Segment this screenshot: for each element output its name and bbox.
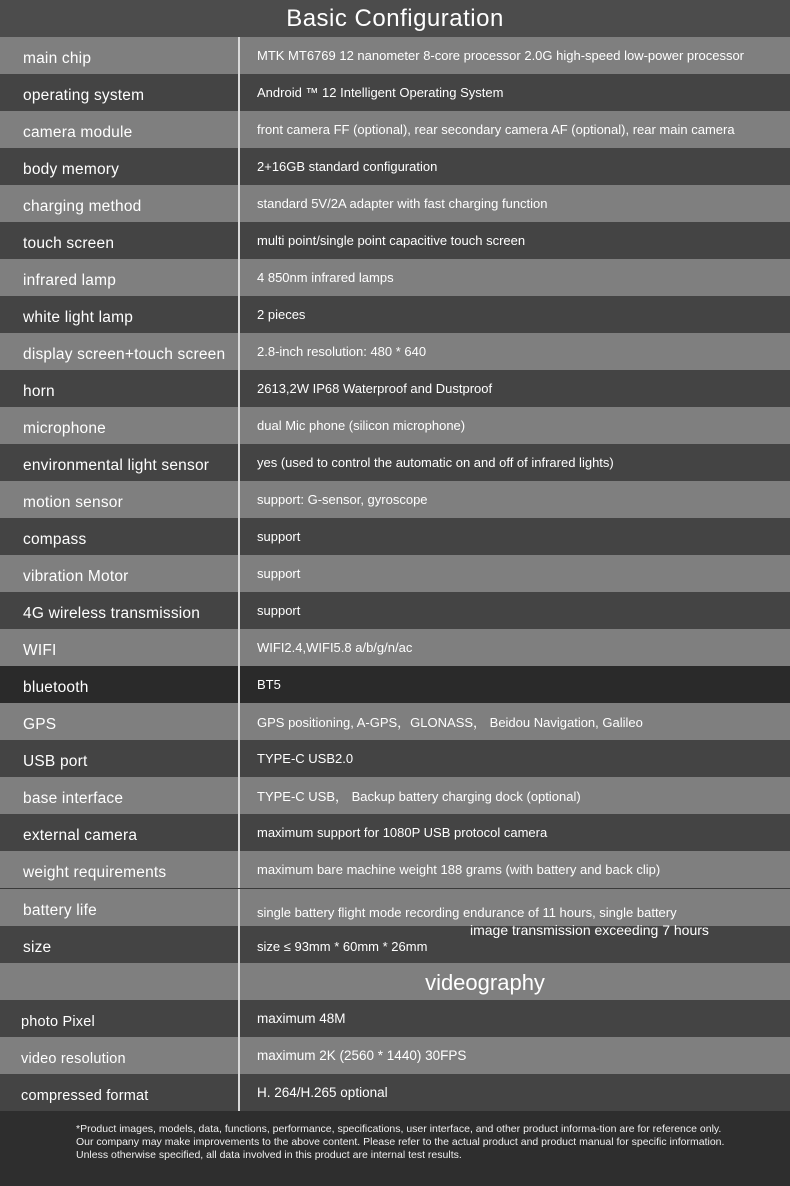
spec-label: main chip [23,49,92,67]
spec-value: maximum 2K (2560 * 1440) 30FPS [238,1037,790,1074]
spec-value: maximum 48M [238,1000,790,1037]
spec-label: charging method [23,197,142,215]
spec-label: GPS [23,715,57,733]
spec-value: GPS positioning, A-GPS，GLONASS， Beidou Navigation, Galileo [238,703,790,740]
spec-label: 4G wireless transmission [23,604,201,622]
spec-row [0,185,790,222]
spec-value: maximum bare machine weight 188 grams (with battery and back clip) [238,851,790,888]
spec-value: support: G-sensor, gyroscope [238,481,790,518]
battery-size-rows [0,889,790,963]
spec-value: 2.8-inch resolution: 480 * 640 [238,333,790,370]
spec-row-battery-life [0,889,790,938]
spec-row [0,148,790,185]
spec-label: environmental light sensor [23,456,210,474]
spec-row [0,629,790,666]
section-title: videography [238,963,790,1000]
spec-label: body memory [23,160,120,178]
spec-label: compressed format [21,1087,149,1104]
spec-row [0,740,790,777]
spec-label: weight requirements [23,863,167,881]
spec-label: touch screen [23,234,115,252]
spec-label: video resolution [21,1050,126,1067]
spec-row [0,555,790,592]
spec-value [238,889,790,938]
spec-row [0,518,790,555]
spec-row [0,592,790,629]
spec-label: vibration Motor [23,567,129,585]
spec-row [0,481,790,518]
spec-label: WIFI [23,641,57,659]
spec-value: TYPE-C USB， Backup battery charging dock (optional) [238,777,790,814]
spec-label: size [23,938,52,956]
spec-row [0,222,790,259]
videography-table [0,1000,790,1111]
spec-label: motion sensor [23,493,123,511]
spec-value: 2+16GB standard configuration [238,148,790,185]
spec-label: bluetooth [23,678,89,696]
page-title [0,0,790,37]
spec-row [0,370,790,407]
spec-value: Android ™ 12 Intelligent Operating System [238,74,790,111]
spec-label: camera module [23,123,133,141]
spec-label: external camera [23,826,138,844]
spec-value: BT5 [238,666,790,703]
page-title-text: Basic Configuration [286,4,504,32]
spec-label: microphone [23,419,106,437]
spec-row [0,1074,790,1111]
spec-value: support [238,592,790,629]
spec-value: H. 264/H.265 optional [238,1074,790,1111]
spec-row [0,777,790,814]
spec-value-line-1: single battery flight mode recording endurance of 11 hours, single battery [257,905,677,920]
spec-row [0,666,790,703]
spec-row [0,407,790,444]
basic-config-table [0,37,790,888]
spec-row [0,1037,790,1074]
disclaimer-footer [0,1111,790,1186]
spec-label: operating system [23,86,145,104]
spec-label: photo Pixel [21,1013,95,1030]
spec-row [0,111,790,148]
spec-value: support [238,518,790,555]
spec-value: maximum support for 1080P USB protocol camera [238,814,790,851]
spec-value: yes (used to control the automatic on and off of infrared lights) [238,444,790,481]
spec-row [0,333,790,370]
spec-label: infrared lamp [23,271,117,289]
spec-value: size ≤ 93mm * 60mm * 26mm [238,926,790,963]
spec-value: TYPE-C USB2.0 [238,740,790,777]
spec-value: 2 pieces [238,296,790,333]
spec-row [0,851,790,888]
videography-section-header [0,963,790,1000]
spec-value: standard 5V/2A adapter with fast charging function [238,185,790,222]
spec-value: multi point/single point capacitive touch screen [238,222,790,259]
spec-value: MTK MT6769 12 nanometer 8-core processor 2.0G high-speed low-power processor [238,37,790,74]
spec-row [0,814,790,851]
spec-row [0,259,790,296]
spec-label: USB port [23,752,88,770]
spec-row [0,444,790,481]
spec-label: base interface [23,789,124,807]
spec-label: white light lamp [23,308,134,326]
spec-row [0,37,790,74]
spec-value: WIFI2.4,WIFI5.8 a/b/g/n/ac [238,629,790,666]
spec-label: battery life [23,901,97,919]
spec-row [0,1000,790,1037]
spec-row [0,703,790,740]
spec-value: front camera FF (optional), rear secondary camera AF (optional), rear main camera [238,111,790,148]
spec-value: 2613,2W IP68 Waterproof and Dustproof [238,370,790,407]
spec-label: horn [23,382,55,400]
spec-value-line-2: image transmission exceeding 7 hours [470,922,709,938]
disclaimer-text: *Product images, models, data, functions, performance, specifications, user interface, and other product informa-tion are for reference only. Our company may make improvements to the above content. Please refer to the actual product and product manual for specific information. Unless otherwise specified, all data involved in this product are internal test results. [76,1123,725,1161]
spec-label: display screen+touch screen [23,345,226,363]
spec-value: support [238,555,790,592]
section-spacer [0,963,238,1000]
spec-row [0,74,790,111]
spec-value: 4 850nm infrared lamps [238,259,790,296]
spec-value: dual Mic phone (silicon microphone) [238,407,790,444]
spec-row [0,296,790,333]
spec-label: compass [23,530,87,548]
